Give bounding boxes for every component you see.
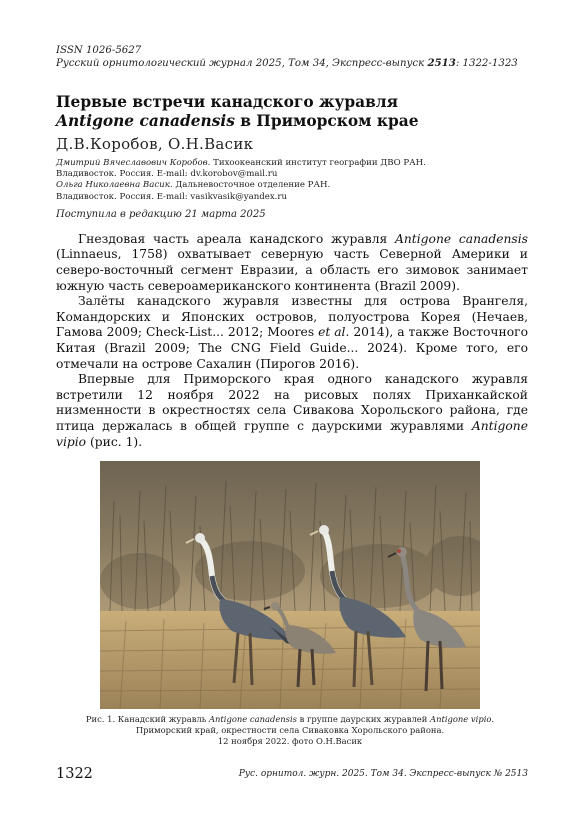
text-run: (рис. 1). [86, 434, 143, 449]
affiliation-1 [56, 158, 528, 169]
title-line-2 [56, 112, 528, 131]
figure-caption [70, 714, 510, 747]
affiliation-author-name: Дмитрий Вячеславович Коробов [56, 158, 208, 168]
caption-line-3: 12 ноября 2022. фото О.Н.Васик [217, 736, 363, 746]
affiliation-1-contact: Владивосток. Россия. E-mail: dv.korobov@mail.ru [56, 169, 278, 180]
journal-prefix: Русский орнитологический журнал 2025, Том 34, Экспресс-выпуск [56, 58, 425, 69]
text-run: Гнездовая часть ареала канадского журавля [78, 231, 395, 246]
caption-latin-2: Antigone vipio [430, 714, 492, 724]
caption-text: Рис. 1. Канадский журавль [85, 714, 209, 724]
latin-name: Antigone canadensis [395, 231, 528, 246]
paragraph-1 [56, 232, 528, 294]
journal-header [56, 44, 528, 70]
affiliation-author-name: Ольга Николаевна Васик [56, 180, 170, 191]
affiliation-institution: . Тихоокеанский институт географии ДВО РАН. [207, 158, 426, 168]
text-run: 2014), а также Восточного Китая (Brazil 2009; The CNG Field Guide... 2024). Кроме того, его отмечали на острове Сахалин (Пирогов 2016). [56, 325, 528, 371]
text-run: Впервые для Приморского края одного канадского журавля встретили 12 ноября 2022 на рисовых полях Приханкайской низменности в окрестностях села Сивакова Хорольского района, где птица держалась в общей группе с даурскими журавлями [56, 372, 528, 433]
affiliation-2-contact: Владивосток. Россия. E-mail: vasikvasik@yandex.ru [56, 191, 288, 202]
affiliation-institution: . Дальневосточное отделение РАН. [169, 180, 331, 191]
page-number: 1322 [56, 766, 93, 782]
affiliations [56, 158, 528, 203]
issue-number: 2513 [427, 57, 456, 69]
title-line-2-rest: в Приморском крае [234, 112, 419, 130]
paragraph-3 [56, 372, 528, 450]
journal-citation [56, 57, 528, 70]
paragraph-2 [56, 294, 528, 372]
affiliation-2 [56, 180, 528, 191]
title-latin-name: Antigone canadensis [56, 112, 235, 130]
caption-text: . [491, 714, 495, 724]
caption-latin-1: Antigone canadensis [208, 714, 297, 724]
received-date: Поступила в редакцию 21 марта 2025 [56, 208, 266, 220]
caption-text: в группе даурских журавлей [296, 714, 431, 724]
caption-line-2: Приморский край, окрестности села Сиваковка Хорольского района. [135, 725, 445, 735]
issn: ISSN 1026-5627 [56, 45, 142, 56]
crane-photo [100, 461, 480, 709]
authors: Д.В.Коробов, О.Н.Васик [56, 135, 254, 153]
text-run: Залёты канадского журавля известны для острова Врангеля, Командорских и Японских островов, полуострова Корея (Нечаев, Гамова 2009; Check-List... 2012; Moores [56, 294, 528, 340]
crane-photo-illustration [100, 461, 480, 709]
title-line-1: Первые встречи канадского журавля [56, 93, 398, 111]
latin-name: Antigone vipio [56, 418, 528, 449]
article-body [56, 232, 528, 450]
article-page [56, 44, 528, 450]
caption-line-1 [70, 714, 510, 725]
et-al: et al. [318, 325, 350, 340]
footer-journal-ref: Рус. орнитол. журн. 2025. Том 34. Экспресс-выпуск № 2513 [238, 769, 528, 779]
article-title [56, 93, 528, 131]
text-run: (Linnaeus, 1758) охватывает северную часть Северной Америки и северо-восточный сегмент Евразии, а область его зимовок занимает южную часть североамериканского континента (Brazil 2009). [56, 247, 528, 293]
page-range: : 1322-1323 [455, 58, 518, 69]
